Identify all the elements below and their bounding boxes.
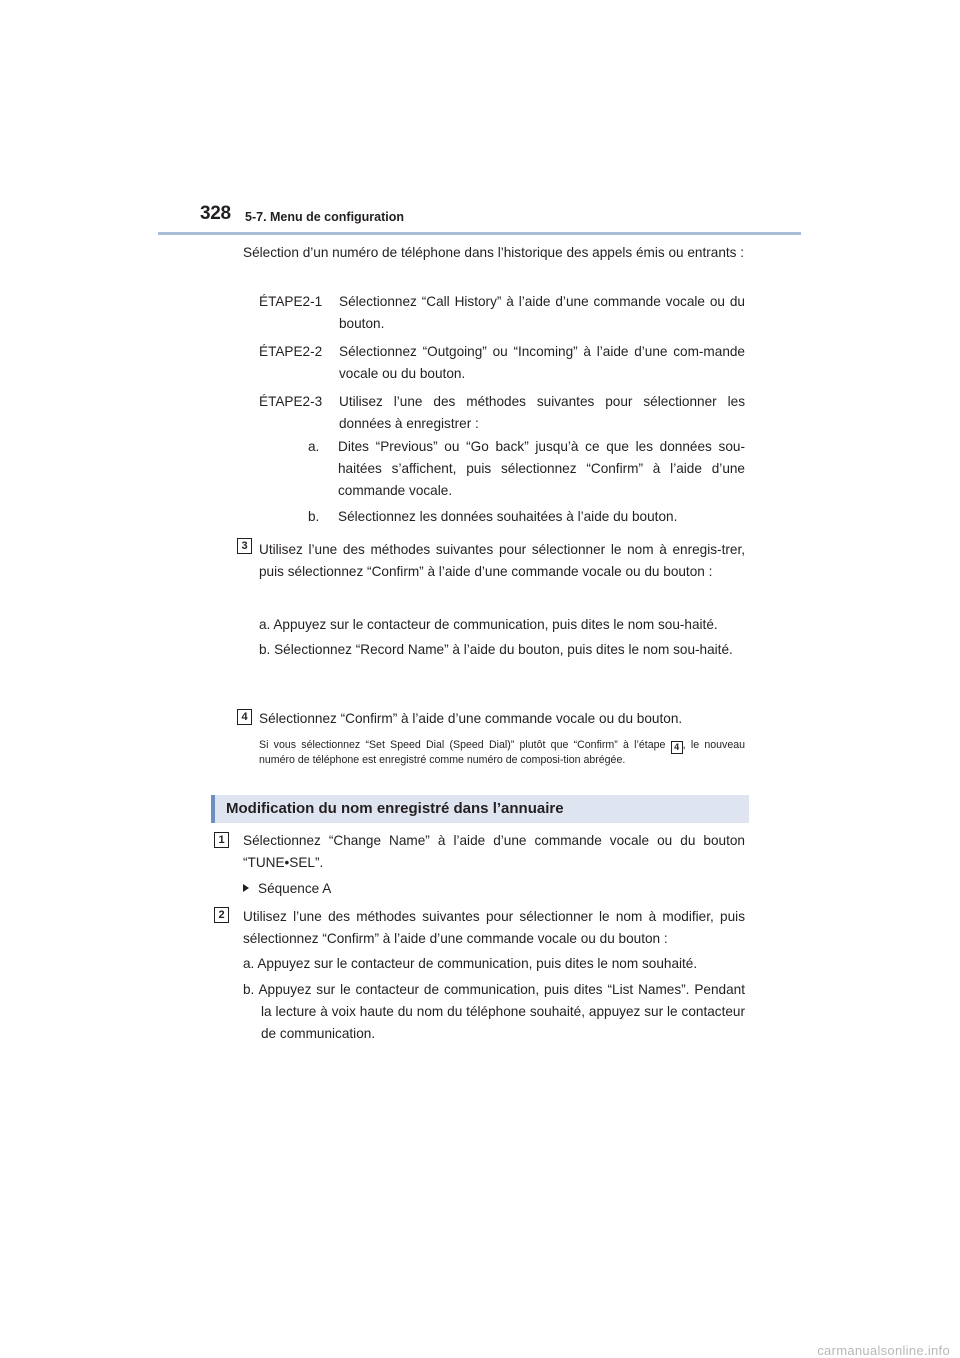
section-heading: Modification du nom enregistré dans l’annuaire bbox=[226, 800, 564, 817]
watermark: carmanualsonline.info bbox=[817, 1343, 950, 1358]
step2-1 bbox=[259, 291, 745, 335]
step-badge-2: 2 bbox=[214, 907, 229, 923]
step3-options bbox=[259, 614, 745, 661]
step3-option-b: b. Sélectionnez “Record Name” à l’aide du bouton, puis dites le nom sou-haité. bbox=[259, 642, 733, 657]
step-label: ÉTAPE2-2 bbox=[259, 344, 323, 359]
step-label: ÉTAPE2-1 bbox=[259, 294, 323, 309]
option-label: a. bbox=[308, 439, 320, 454]
step-text: Sélectionnez “Call History” à l’aide d’une commande vocale ou du bouton. bbox=[339, 294, 745, 331]
step2-3 bbox=[259, 391, 745, 435]
step-text: Utilisez l’une des méthodes suivantes pour sélectionner les données à enregistrer : bbox=[339, 394, 745, 431]
option-text: Dites “Previous” ou “Go back” jusqu’à ce que les données sou-haitées s’affichent, puis sélectionnez “Confirm” à l’aide d’une commande vocale. bbox=[338, 439, 745, 498]
section2-option-a: a. Appuyez sur le contacteur de communication, puis dites le nom souhaité. bbox=[243, 956, 698, 971]
header-rule bbox=[158, 232, 801, 235]
sequence-text: Séquence A bbox=[258, 881, 332, 896]
section2-step2-options bbox=[243, 953, 745, 1045]
section2-step1-text: Sélectionnez “Change Name” à l’aide d’une commande vocale ou du bouton “TUNE•SEL”. bbox=[243, 833, 745, 870]
step4-text: Sélectionnez “Confirm” à l’aide d’une commande vocale ou du bouton. bbox=[259, 711, 683, 726]
step-text: Sélectionnez “Outgoing” ou “Incoming” à l’aide d’une com-mande vocale ou du bouton. bbox=[339, 344, 745, 381]
option-text: Sélectionnez les données souhaitées à l’aide du bouton. bbox=[338, 509, 678, 524]
section2-step2-text: Utilisez l’une des méthodes suivantes pour sélectionner le nom à modifier, puis sélectionnez “Confirm” à l’aide d’une commande vocale ou du bouton : bbox=[243, 909, 745, 946]
step2-3-options bbox=[308, 436, 745, 528]
note-step-badge: 4 bbox=[671, 741, 683, 754]
step3-option-a: a. Appuyez sur le contacteur de communication, puis dites le nom sou-haité. bbox=[259, 617, 718, 632]
option-b bbox=[308, 506, 745, 528]
note-text-before: Si vous sélectionnez “Set Speed Dial (Speed Dial)” plutôt que “Confirm” à l’étape bbox=[259, 739, 666, 751]
option-a bbox=[308, 436, 745, 502]
option-label: b. bbox=[308, 509, 320, 524]
page-number: 328 bbox=[200, 203, 231, 224]
section2-option-b: b. Appuyez sur le contacteur de communication, puis dites “List Names”. Pendant la lecture à voix haute du nom du téléphone souhaité, appuyez sur le contacteur de communication. bbox=[243, 982, 745, 1041]
note-text-after: , le nouveau numéro de téléphone est enregistré comme numéro de composi-tion abrégée. bbox=[259, 739, 745, 766]
step-badge-3: 3 bbox=[237, 538, 252, 554]
section-title: 5-7. Menu de configuration bbox=[245, 210, 405, 224]
sequence-label bbox=[243, 878, 331, 900]
step-label: ÉTAPE2-3 bbox=[259, 394, 323, 409]
step2-2 bbox=[259, 341, 745, 385]
step3-text: Utilisez l’une des méthodes suivantes pour sélectionner le nom à enregis-trer, puis sélectionnez “Confirm” à l’aide d’une commande vocale ou du bouton : bbox=[259, 542, 745, 579]
step2-list bbox=[259, 291, 745, 435]
step-badge-1: 1 bbox=[214, 832, 229, 848]
triangle-bullet-icon bbox=[243, 884, 249, 892]
intro-paragraph: Sélection d’un numéro de téléphone dans l’historique des appels émis ou entrants : bbox=[243, 245, 745, 260]
section-heading-bar bbox=[211, 795, 749, 823]
step4-note bbox=[259, 739, 745, 767]
step-badge-4: 4 bbox=[237, 709, 252, 725]
